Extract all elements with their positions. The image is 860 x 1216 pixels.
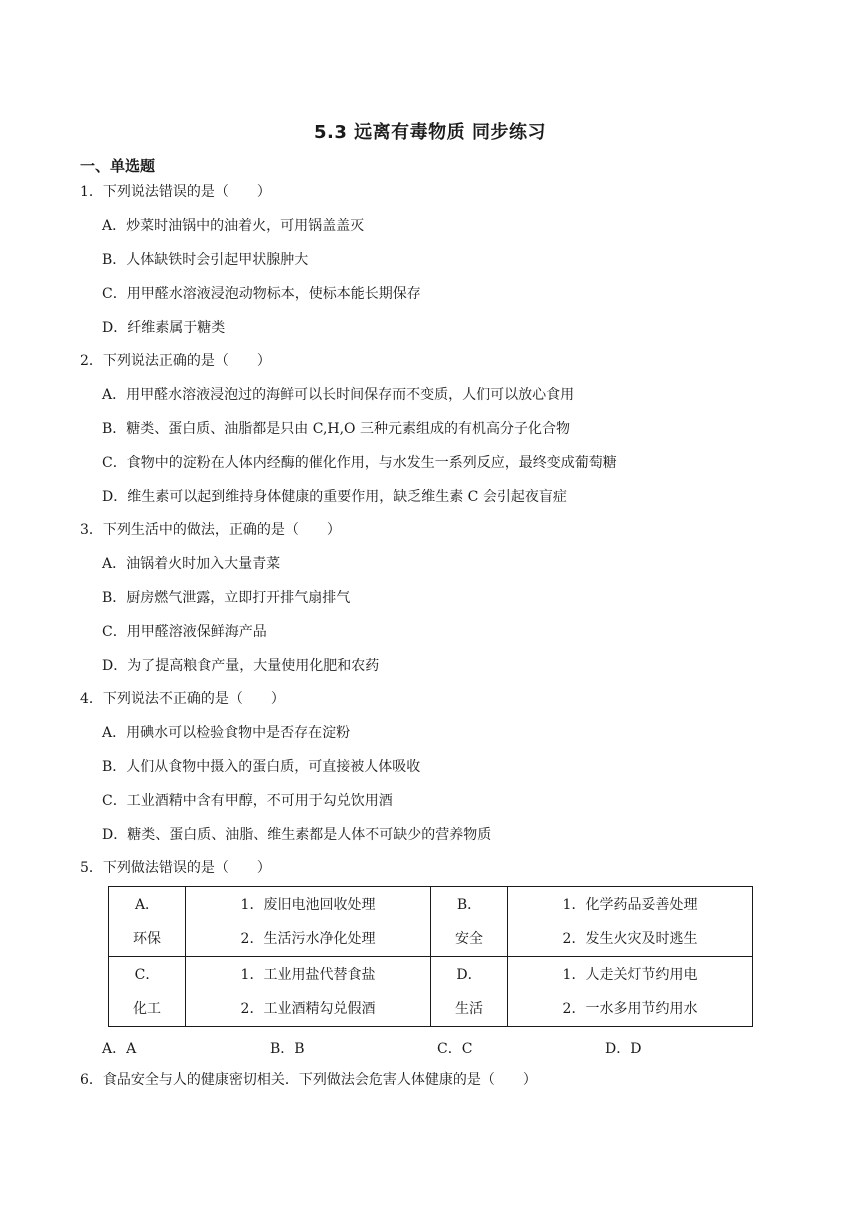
question-2-option-d: D．维生素可以起到维持身体健康的重要作用，缺乏维生素 C 会引起夜盲症 bbox=[102, 489, 567, 505]
table-cell-c-items: 1．工业用盐代替食盐 2．工业酒精勾兑假酒 bbox=[186, 957, 431, 1027]
question-2-option-a: A．用甲醛水溶液浸泡过的海鲜可以长时间保存而不变质，人们可以放心食用 bbox=[102, 387, 575, 403]
table-cell-a-items: 1．废旧电池回收处理 2．生活污水净化处理 bbox=[186, 887, 431, 957]
table-cell-b-label: B． 安全 bbox=[431, 887, 508, 957]
question-3-stem: 3．下列生活中的做法，正确的是（ ） bbox=[80, 522, 341, 538]
question-5-options bbox=[102, 1038, 752, 1058]
question-5-option-b: B．B bbox=[270, 1041, 305, 1057]
question-4-stem: 4．下列说法不正确的是（ ） bbox=[80, 691, 285, 707]
table-row bbox=[109, 887, 753, 957]
question-1-option-c: C．用甲醛水溶液浸泡动物标本，使标本能长期保存 bbox=[102, 286, 421, 302]
question-3-option-a: A．油锅着火时加入大量青菜 bbox=[102, 556, 281, 572]
question-5-option-a: A．A bbox=[102, 1041, 137, 1057]
question-3-option-c: C．用甲醛溶液保鲜海产品 bbox=[102, 624, 267, 640]
question-3-option-d: D．为了提高粮食产量，大量使用化肥和农药 bbox=[102, 658, 380, 674]
table-cell-c-label: C． 化工 bbox=[109, 957, 186, 1027]
question-3-option-b: B．厨房燃气泄露，立即打开排气扇排气 bbox=[102, 590, 351, 606]
table-cell-a-label: A． 环保 bbox=[109, 887, 186, 957]
question-5-stem: 5．下列做法错误的是（ ） bbox=[80, 860, 271, 876]
table-cell-d-items: 1．人走关灯节约用电 2．一水多用节约用水 bbox=[508, 957, 753, 1027]
table-row bbox=[109, 957, 753, 1027]
section-heading: 一、单选题 bbox=[80, 157, 156, 175]
page-title: 5.3 远离有毒物质 同步练习 bbox=[314, 122, 546, 143]
question-5-table bbox=[108, 886, 753, 1027]
question-4-option-d: D．糖类、蛋白质、油脂、维生素都是人体不可缺少的营养物质 bbox=[102, 827, 492, 843]
question-6-stem: 6．食品安全与人的健康密切相关．下列做法会危害人体健康的是（ ） bbox=[80, 1072, 537, 1088]
table-cell-d-label: D． 生活 bbox=[431, 957, 508, 1027]
question-2-option-b: B．糖类、蛋白质、油脂都是只由 C,H,O 三种元素组成的有机高分子化合物 bbox=[102, 421, 570, 437]
question-1-stem: 1．下列说法错误的是（ ） bbox=[80, 184, 271, 200]
question-1-option-b: B．人体缺铁时会引起甲状腺肿大 bbox=[102, 252, 309, 268]
table-cell-b-items: 1．化学药品妥善处理 2．发生火灾及时逃生 bbox=[508, 887, 753, 957]
question-2-stem: 2．下列说法正确的是（ ） bbox=[80, 353, 271, 369]
question-1-option-d: D．纤维素属于糖类 bbox=[102, 320, 226, 336]
question-5-option-d: D．D bbox=[605, 1041, 642, 1057]
question-4-option-a: A．用碘水可以检验食物中是否存在淀粉 bbox=[102, 725, 351, 741]
question-5-option-c: C．C bbox=[437, 1041, 473, 1057]
question-1-option-a: A．炒菜时油锅中的油着火，可用锅盖盖灭 bbox=[102, 218, 365, 234]
question-2-option-c: C．食物中的淀粉在人体内经酶的催化作用，与水发生一系列反应，最终变成葡萄糖 bbox=[102, 455, 617, 471]
question-4-option-c: C．工业酒精中含有甲醇，不可用于勾兑饮用酒 bbox=[102, 793, 393, 809]
question-4-option-b: B．人们从食物中摄入的蛋白质，可直接被人体吸收 bbox=[102, 759, 421, 775]
